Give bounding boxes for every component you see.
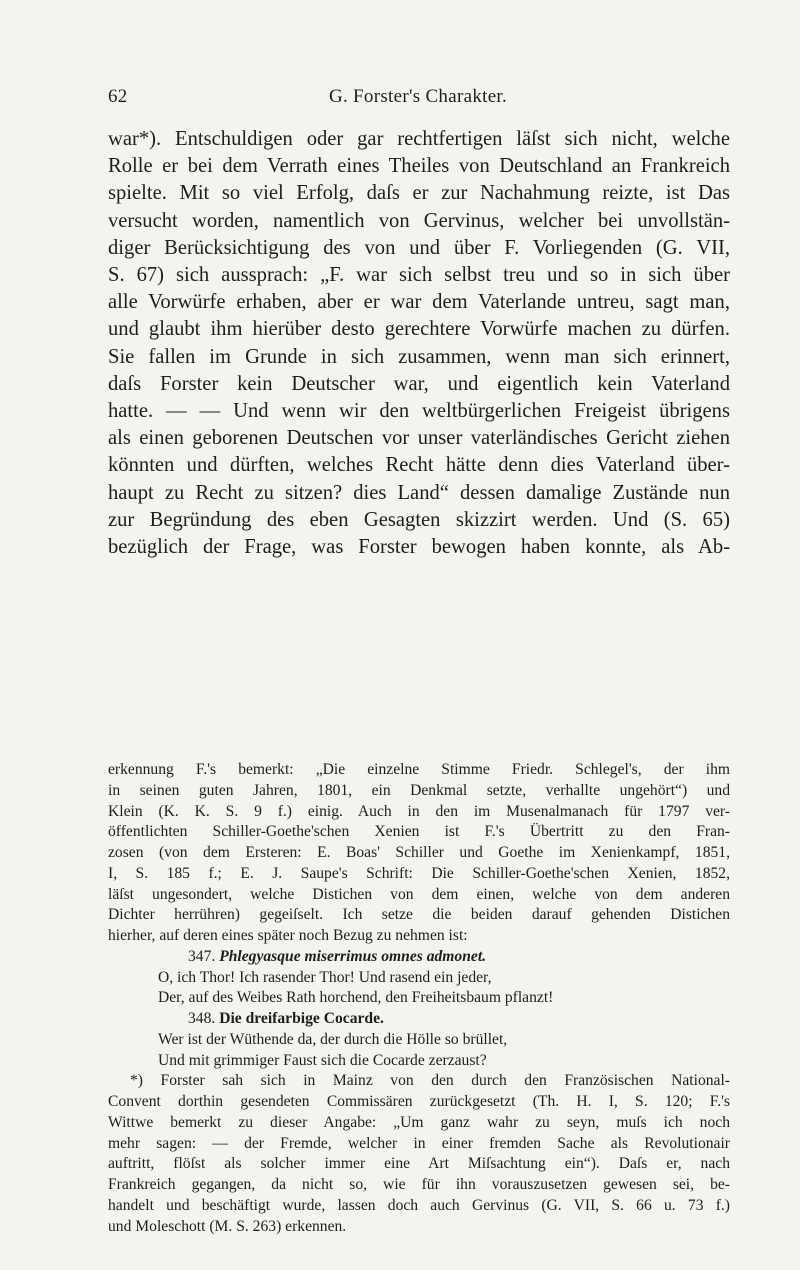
footnote-line: öffentlichten Schiller-Goethe'schen Xenien ist F.'s Übertritt zu den Fran-	[108, 823, 730, 841]
text-line: als einen geborenen Deutschen vor unser vaterländisches Gericht ziehen	[108, 427, 730, 450]
footnote-star	[108, 1071, 730, 1237]
footnote-line: zosen (von dem Ersteren: E. Boas' Schiller und Goethe im Xenienkampf, 1851,	[108, 844, 730, 861]
distich-heading: Die dreifarbige Cocarde.	[219, 1010, 384, 1027]
text-line: daſs Forster kein Deutscher war, und eigentlich kein Vaterland	[108, 372, 730, 395]
distich-title	[158, 947, 730, 968]
main-text	[108, 126, 730, 561]
text-line: zur Begründung des eben Gesagten skizzirt werden. Und (S. 65)	[108, 508, 730, 531]
text-line: Sie fallen im Grunde in sich zusammen, wenn man sich erinnert,	[108, 345, 730, 368]
distich-347	[108, 947, 730, 1009]
footnote-line: Frankreich gegangen, da nicht so, wie für ihn vorauszusetzen gewesen sei, be-	[108, 1176, 730, 1193]
text-line: war*). Entschuldigen oder gar rechtfertigen läſst sich nicht, welche	[108, 128, 730, 150]
footnote-line: Dichter herrühren) gegeiſselt. Ich setze die beiden darauf gehenden Distichen	[108, 906, 730, 924]
verse-line: Der, auf des Weibes Rath horchend, den Freiheitsbaum pflanzt!	[158, 989, 554, 1007]
running-head	[108, 86, 728, 114]
verse-line: Wer ist der Wüthende da, der durch die Hölle so brüllet,	[158, 1030, 508, 1048]
footnote-line: erkennung F.'s bemerkt: „Die einzelne Stimme Friedr. Schlegel's, der ihm	[108, 761, 730, 778]
footnote-line: und Moleschott (M. S. 263) erkennen.	[108, 1217, 347, 1235]
page-number: 62	[108, 86, 128, 107]
text-line: hatte. — — Und wenn wir den weltbürgerlichen Freigeist übrigens	[108, 400, 730, 423]
text-line: und glaubt ihm hierüber desto gerechtere Vorwürfe machen zu dürfen.	[108, 318, 730, 341]
distich-title	[158, 1009, 730, 1030]
text-line: S. 67) sich aussprach: „F. war sich selbst treu und so in sich über	[108, 264, 730, 287]
text-line: diger Berücksichtigung des von und über F. Vorliegenden (G. VII,	[108, 236, 730, 259]
footnote-line: in seinen guten Jahren, 1801, ein Denkmal setzte, verhallte ungehört“) und	[108, 781, 730, 799]
text-line: alle Vorwürfe erhaben, aber er war dem Vaterlande untreu, sagt man,	[108, 291, 730, 314]
footnotes	[108, 760, 730, 1237]
distich-number: 347.	[188, 947, 216, 965]
footnote-line: handelt und beschäftigt wurde, lassen doch auch Gervinus (G. VII, S. 66 u. 73 f.)	[108, 1196, 730, 1214]
text-line: spielte. Mit so viel Erfolg, daſs er zur Nachahmung reizte, ist Das	[108, 182, 730, 205]
footnote-line: hierher, auf deren eines später noch Bezug zu nehmen ist:	[108, 927, 468, 944]
distich-heading: Phlegyasque miserrimus omnes admonet.	[219, 947, 487, 965]
footnote-line: Wittwe bemerkt zu dieser Angabe: „Um ganz wahr zu seyn, muſs ich noch	[108, 1113, 730, 1131]
footnote-line: läſst ungesondert, welche Distichen von dem einen, welche von dem anderen	[108, 885, 730, 903]
text-line: bezüglich der Frage, was Forster bewogen haben konnte, als Ab-	[108, 536, 730, 559]
text-line: Rolle er bei dem Verrath eines Theiles von Deutschland an Frankreich	[108, 155, 730, 178]
footnote-line: *) Forster sah sich in Mainz von den durch den Französischen National-	[130, 1072, 730, 1090]
running-title: G. Forster's Charakter.	[328, 86, 508, 107]
footnote-line: Klein (K. K. S. 9 f.) einig. Auch in den im Musenalmanach für 1797 ver-	[108, 802, 730, 820]
footnote-line: auftritt, flöſst als solcher immer eine Art Miſsachtung ein“). Daſs er, nach	[108, 1155, 730, 1173]
distich-348	[108, 1009, 730, 1071]
verse-line: O, ich Thor! Ich rasender Thor! Und rasend ein jeder,	[158, 968, 492, 986]
text-line: versucht worden, namentlich von Gervinus, welcher bei unvollstän-	[108, 209, 730, 232]
footnote-line: I, S. 185 f.; E. J. Saupe's Schrift: Die Schiller-Goethe'schen Xenien, 1852,	[108, 864, 730, 882]
footnote-continued	[108, 760, 730, 947]
text-line: haupt zu Recht zu sitzen? dies Land“ dessen damalige Zustände nun	[108, 481, 730, 504]
footnote-line: mehr sagen: — der Fremde, welcher in einer fremden Sache als Revolutionair	[108, 1134, 730, 1152]
footnote-line: Convent dorthin gesendeten Commissären zurückgesetzt (Th. H. I, S. 120; F.'s	[108, 1093, 730, 1110]
verse-line: Und mit grimmiger Faust sich die Cocarde zerzaust?	[158, 1051, 487, 1069]
text-line: könnten und dürften, welches Recht hätte denn dies Vaterland über-	[108, 454, 730, 477]
distich-number: 348.	[188, 1010, 216, 1027]
